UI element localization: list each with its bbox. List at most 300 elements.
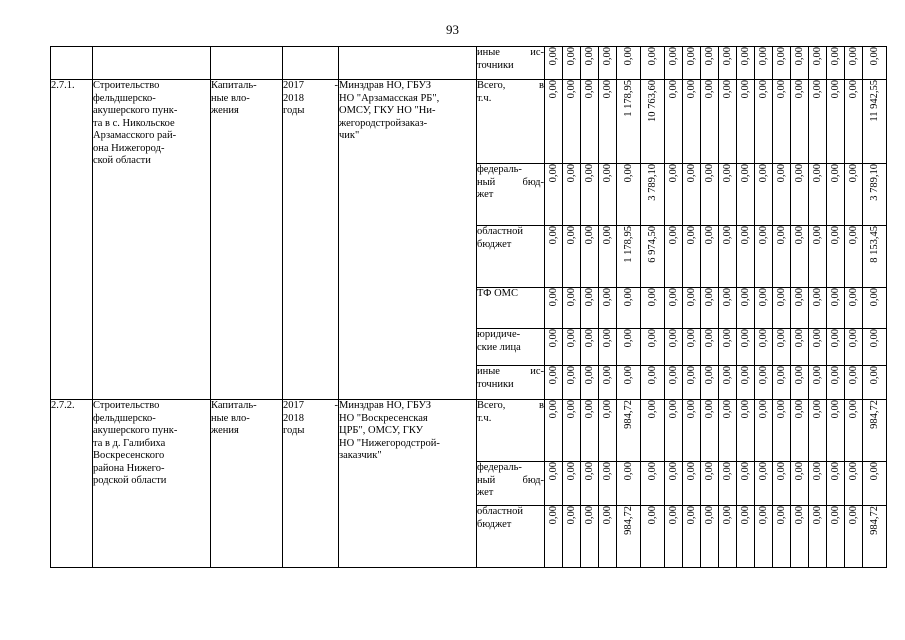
- value-text: 0,00: [794, 288, 805, 307]
- value-cell: [737, 462, 755, 506]
- value-cell: [737, 366, 755, 400]
- value-cell: [845, 226, 863, 288]
- source-label-part: в: [539, 400, 544, 411]
- value-text: 0,00: [869, 329, 880, 348]
- value-text: 10 763,60: [647, 80, 658, 122]
- value-cell: [599, 226, 617, 288]
- value-cell: [665, 80, 683, 164]
- value-text: 0,00: [740, 164, 751, 183]
- value-cell: [599, 462, 617, 506]
- value-text: 0,00: [623, 462, 634, 481]
- source-label-part: ис-: [530, 47, 544, 58]
- text-line: Строительство: [93, 80, 160, 91]
- value-text: 3 789,10: [869, 164, 880, 201]
- value-cell: [641, 288, 665, 329]
- value-cell: [773, 506, 791, 568]
- value-cell: [809, 164, 827, 226]
- value-cell: [809, 366, 827, 400]
- text-line: Воскресенского: [93, 450, 165, 461]
- value-text: 0,00: [704, 329, 715, 348]
- value-cell: [791, 400, 809, 462]
- source-label-part: ис-: [530, 366, 544, 377]
- value-cell: [773, 400, 791, 462]
- value-cell: [581, 47, 599, 80]
- value-cell: [827, 329, 845, 366]
- value-text: 0,00: [704, 164, 715, 183]
- value-cell: [737, 288, 755, 329]
- value-cell: [545, 288, 563, 329]
- value-cell: [809, 400, 827, 462]
- value-text: 8 153,45: [869, 226, 880, 263]
- value-cell: [791, 164, 809, 226]
- value-text: 0,00: [758, 329, 769, 348]
- value-text: 0,00: [740, 80, 751, 99]
- value-text: 0,00: [794, 47, 805, 66]
- value-text: 0,00: [704, 366, 715, 385]
- value-cell: [755, 462, 773, 506]
- value-cell: [617, 164, 641, 226]
- value-text: 0,00: [758, 226, 769, 245]
- page-number: 93: [446, 22, 459, 37]
- value-cell: [737, 506, 755, 568]
- value-text: 0,00: [758, 462, 769, 481]
- value-text: 0,00: [812, 164, 823, 183]
- text-line: Строительство: [93, 400, 160, 411]
- value-text: 984,72: [623, 400, 634, 429]
- value-text: 0,00: [668, 47, 679, 66]
- value-cell: [599, 366, 617, 400]
- expense-type: [211, 400, 283, 568]
- value-cell: [791, 226, 809, 288]
- value-cell: [827, 506, 845, 568]
- value-text: 0,00: [647, 506, 658, 525]
- value-cell: [563, 366, 581, 400]
- value-text: 0,00: [830, 462, 841, 481]
- value-cell: [641, 329, 665, 366]
- value-text: 0,00: [830, 80, 841, 99]
- value-cell: [719, 288, 737, 329]
- value-cell: [719, 329, 737, 366]
- value-cell: [665, 366, 683, 400]
- value-cell: [581, 366, 599, 400]
- item-name: [93, 400, 211, 568]
- value-text: 0,00: [602, 462, 613, 481]
- text-line: района Нижего-: [93, 462, 165, 474]
- value-cell: [773, 329, 791, 366]
- value-cell: [791, 329, 809, 366]
- source-label-part: ТФ ОМС: [477, 288, 519, 299]
- value-cell: [701, 47, 719, 80]
- value-text: 0,00: [668, 462, 679, 481]
- year-start: 2017: [283, 400, 304, 411]
- value-text: 0,00: [602, 226, 613, 245]
- text-line: родской области: [93, 475, 167, 486]
- value-text: 0,00: [584, 400, 595, 419]
- value-text: 0,00: [830, 506, 841, 525]
- value-cell: [845, 164, 863, 226]
- text-line: та в с. Никольское: [93, 117, 175, 129]
- value-cell: [863, 288, 887, 329]
- table-body: [51, 47, 887, 568]
- value-cell: [545, 80, 563, 164]
- item-years: [283, 80, 339, 400]
- value-text: 0,00: [668, 506, 679, 525]
- value-cell: [665, 226, 683, 288]
- funding-source: [477, 462, 545, 506]
- value-text: 0,00: [584, 288, 595, 307]
- funding-source: [477, 400, 545, 462]
- value-cell: [773, 47, 791, 80]
- text-line: Минздрав НО, ГБУЗ: [339, 400, 432, 411]
- value-text: 0,00: [869, 366, 880, 385]
- value-text: 0,00: [869, 462, 880, 481]
- value-text: 0,00: [722, 164, 733, 183]
- value-text: 0,00: [740, 226, 751, 245]
- value-text: 0,00: [776, 47, 787, 66]
- value-cell: [545, 164, 563, 226]
- value-text: 0,00: [848, 506, 859, 525]
- value-text: 0,00: [812, 80, 823, 99]
- value-cell: [863, 506, 887, 568]
- value-cell: [701, 164, 719, 226]
- item-executor: [339, 400, 477, 568]
- value-text: 0,00: [794, 506, 805, 525]
- value-text: 0,00: [740, 329, 751, 348]
- value-cell: [737, 164, 755, 226]
- value-text: 0,00: [548, 462, 559, 481]
- value-text: 0,00: [722, 400, 733, 419]
- value-cell: [701, 400, 719, 462]
- value-text: 0,00: [848, 400, 859, 419]
- value-cell: [545, 329, 563, 366]
- value-text: 0,00: [776, 400, 787, 419]
- text-line: Минздрав НО, ГБУЗ: [339, 80, 432, 91]
- value-cell: [755, 288, 773, 329]
- value-text: 0,00: [830, 329, 841, 348]
- value-cell: [683, 47, 701, 80]
- text-line: та в д. Галибиха: [93, 437, 166, 449]
- value-text: 0,00: [740, 400, 751, 419]
- value-cell: [581, 462, 599, 506]
- source-label-part: иные: [477, 366, 500, 377]
- value-text: 0,00: [704, 400, 715, 419]
- value-cell: [827, 288, 845, 329]
- item-number: [51, 47, 93, 80]
- value-text: 0,00: [848, 462, 859, 481]
- value-cell: [773, 462, 791, 506]
- value-cell: [563, 47, 581, 80]
- value-cell: [737, 47, 755, 80]
- value-cell: [563, 80, 581, 164]
- source-label-part: бюджет: [477, 238, 512, 250]
- text-line: фельдшерско-: [93, 92, 156, 104]
- value-cell: [773, 226, 791, 288]
- value-cell: [617, 226, 641, 288]
- value-cell: [665, 329, 683, 366]
- value-text: 0,00: [758, 164, 769, 183]
- value-text: 0,00: [647, 47, 658, 66]
- value-cell: [641, 462, 665, 506]
- item-number: 2.7.1.: [51, 80, 93, 400]
- value-text: 0,00: [704, 80, 715, 99]
- value-cell: [827, 366, 845, 400]
- value-cell: [845, 506, 863, 568]
- value-cell: [809, 506, 827, 568]
- table-row: [51, 80, 887, 164]
- value-cell: [719, 80, 737, 164]
- value-text: 3 789,10: [647, 164, 658, 201]
- value-text: 0,00: [668, 400, 679, 419]
- value-cell: [863, 462, 887, 506]
- value-cell: [755, 226, 773, 288]
- value-text: 0,00: [776, 462, 787, 481]
- value-text: 0,00: [584, 366, 595, 385]
- value-cell: [563, 288, 581, 329]
- value-text: 0,00: [566, 400, 577, 419]
- value-cell: [827, 400, 845, 462]
- text-line: ЦРБ", ОМСУ, ГКУ: [339, 425, 424, 436]
- value-cell: [791, 80, 809, 164]
- value-cell: [719, 506, 737, 568]
- year-end: 2018: [283, 92, 304, 104]
- text-line: ОМСУ, ГКУ НО "Ни-: [339, 105, 436, 116]
- source-label-part: бюджет: [477, 518, 512, 530]
- value-cell: [563, 164, 581, 226]
- value-cell: [665, 164, 683, 226]
- value-cell: [719, 366, 737, 400]
- value-cell: [545, 47, 563, 80]
- program-table: [50, 46, 887, 568]
- value-cell: [581, 164, 599, 226]
- value-text: 0,00: [848, 226, 859, 245]
- value-cell: [809, 329, 827, 366]
- value-text: 0,00: [812, 47, 823, 66]
- value-cell: [617, 288, 641, 329]
- value-text: 0,00: [548, 226, 559, 245]
- value-text: 0,00: [758, 366, 769, 385]
- value-text: 0,00: [794, 400, 805, 419]
- value-text: 0,00: [668, 288, 679, 307]
- value-text: 0,00: [704, 226, 715, 245]
- value-text: 0,00: [830, 164, 841, 183]
- value-text: 0,00: [812, 506, 823, 525]
- value-text: 0,00: [548, 288, 559, 307]
- value-text: 0,00: [686, 80, 697, 99]
- value-text: 0,00: [704, 506, 715, 525]
- value-cell: [845, 80, 863, 164]
- value-cell: [683, 366, 701, 400]
- value-text: 0,00: [776, 226, 787, 245]
- year-start: 2017: [283, 80, 304, 91]
- source-label-part: областной: [477, 506, 523, 517]
- value-cell: [641, 366, 665, 400]
- value-cell: [683, 506, 701, 568]
- value-cell: [827, 47, 845, 80]
- value-cell: [845, 288, 863, 329]
- value-cell: [581, 329, 599, 366]
- value-text: 0,00: [548, 400, 559, 419]
- value-cell: [701, 462, 719, 506]
- value-cell: [827, 164, 845, 226]
- value-cell: [665, 47, 683, 80]
- value-cell: [563, 329, 581, 366]
- text-line: Капиталь-: [211, 80, 257, 91]
- value-text: 0,00: [668, 164, 679, 183]
- value-text: 0,00: [704, 288, 715, 307]
- value-cell: [617, 462, 641, 506]
- value-text: 0,00: [812, 366, 823, 385]
- value-text: 0,00: [812, 288, 823, 307]
- source-label-part: жет: [477, 487, 494, 498]
- value-cell: [773, 80, 791, 164]
- value-cell: [641, 400, 665, 462]
- value-cell: [755, 80, 773, 164]
- source-label-part: ный бюд-: [477, 176, 544, 188]
- value-cell: [683, 400, 701, 462]
- value-text: 0,00: [602, 506, 613, 525]
- value-text: 0,00: [584, 80, 595, 99]
- value-cell: [617, 400, 641, 462]
- value-cell: [773, 164, 791, 226]
- value-cell: [617, 366, 641, 400]
- value-text: 0,00: [686, 400, 697, 419]
- value-cell: [665, 288, 683, 329]
- value-text: 0,00: [722, 462, 733, 481]
- value-cell: [701, 366, 719, 400]
- value-cell: [755, 400, 773, 462]
- value-cell: [683, 164, 701, 226]
- value-text: 0,00: [704, 47, 715, 66]
- value-text: 0,00: [686, 288, 697, 307]
- value-text: 0,00: [776, 329, 787, 348]
- value-cell: [719, 226, 737, 288]
- table-row: [51, 400, 887, 462]
- value-text: 0,00: [794, 329, 805, 348]
- text-line: фельдшерско-: [93, 412, 156, 424]
- value-text: 0,00: [548, 164, 559, 183]
- value-cell: [719, 400, 737, 462]
- value-text: 0,00: [794, 226, 805, 245]
- value-text: 0,00: [584, 462, 595, 481]
- text-line: ные вло-: [211, 92, 250, 104]
- value-text: 0,00: [686, 366, 697, 385]
- value-cell: [563, 226, 581, 288]
- value-text: 0,00: [722, 80, 733, 99]
- value-text: 0,00: [566, 80, 577, 99]
- value-cell: [809, 462, 827, 506]
- funding-source: [477, 506, 545, 568]
- value-text: 0,00: [758, 47, 769, 66]
- value-text: 0,00: [602, 329, 613, 348]
- value-cell: [599, 47, 617, 80]
- value-cell: [701, 329, 719, 366]
- text-line: чик": [339, 130, 360, 141]
- value-text: 0,00: [548, 329, 559, 348]
- value-text: 0,00: [812, 226, 823, 245]
- value-cell: [581, 506, 599, 568]
- value-cell: [809, 47, 827, 80]
- value-cell: [773, 366, 791, 400]
- value-cell: [845, 400, 863, 462]
- value-text: 0,00: [776, 80, 787, 99]
- value-cell: [701, 226, 719, 288]
- value-text: 0,00: [848, 164, 859, 183]
- value-cell: [599, 80, 617, 164]
- value-cell: [641, 226, 665, 288]
- value-text: 0,00: [668, 226, 679, 245]
- value-cell: [701, 288, 719, 329]
- value-cell: [719, 47, 737, 80]
- value-text: 0,00: [584, 506, 595, 525]
- value-text: 0,00: [548, 80, 559, 99]
- value-text: 0,00: [722, 47, 733, 66]
- value-cell: [755, 329, 773, 366]
- value-cell: [617, 47, 641, 80]
- value-cell: [641, 47, 665, 80]
- value-text: 0,00: [740, 462, 751, 481]
- value-text: 0,00: [686, 47, 697, 66]
- value-cell: [809, 288, 827, 329]
- value-text: 0,00: [647, 329, 658, 348]
- source-label-part: Всего,: [477, 80, 506, 91]
- value-cell: [641, 164, 665, 226]
- value-text: 0,00: [830, 226, 841, 245]
- value-text: 0,00: [812, 400, 823, 419]
- value-cell: [755, 506, 773, 568]
- value-text: 0,00: [776, 506, 787, 525]
- value-text: 0,00: [830, 366, 841, 385]
- source-label-part: т.ч.: [477, 92, 492, 104]
- value-cell: [737, 80, 755, 164]
- value-cell: [545, 462, 563, 506]
- source-label-part: т.ч.: [477, 412, 492, 424]
- text-line: жения: [211, 105, 239, 116]
- text-line: ные вло-: [211, 412, 250, 424]
- value-text: 0,00: [602, 164, 613, 183]
- value-text: 0,00: [722, 329, 733, 348]
- text-line: Капиталь-: [211, 400, 257, 411]
- value-cell: [683, 329, 701, 366]
- item-name: [93, 47, 211, 80]
- value-cell: [599, 329, 617, 366]
- value-text: 0,00: [566, 47, 577, 66]
- text-line: жегородстройзаказ-: [339, 117, 428, 129]
- value-cell: [737, 226, 755, 288]
- value-text: 0,00: [776, 164, 787, 183]
- value-text: 0,00: [758, 288, 769, 307]
- value-text: 0,00: [722, 288, 733, 307]
- value-text: 0,00: [623, 47, 634, 66]
- value-cell: [665, 506, 683, 568]
- value-text: 0,00: [548, 506, 559, 525]
- value-cell: [641, 506, 665, 568]
- value-text: 0,00: [740, 366, 751, 385]
- text-line: ской области: [93, 155, 151, 166]
- source-label-part: ские лица: [477, 341, 521, 353]
- value-cell: [719, 164, 737, 226]
- value-text: 0,00: [548, 366, 559, 385]
- value-text: 0,00: [686, 226, 697, 245]
- text-line: НО "Нижегородстрой-: [339, 437, 440, 449]
- source-label-part: в: [539, 80, 544, 91]
- text-line: акушерского пунк-: [93, 425, 178, 436]
- value-cell: [863, 366, 887, 400]
- item-years: [283, 400, 339, 568]
- value-text: 0,00: [830, 400, 841, 419]
- value-cell: [863, 164, 887, 226]
- item-name: [93, 80, 211, 400]
- value-cell: [581, 226, 599, 288]
